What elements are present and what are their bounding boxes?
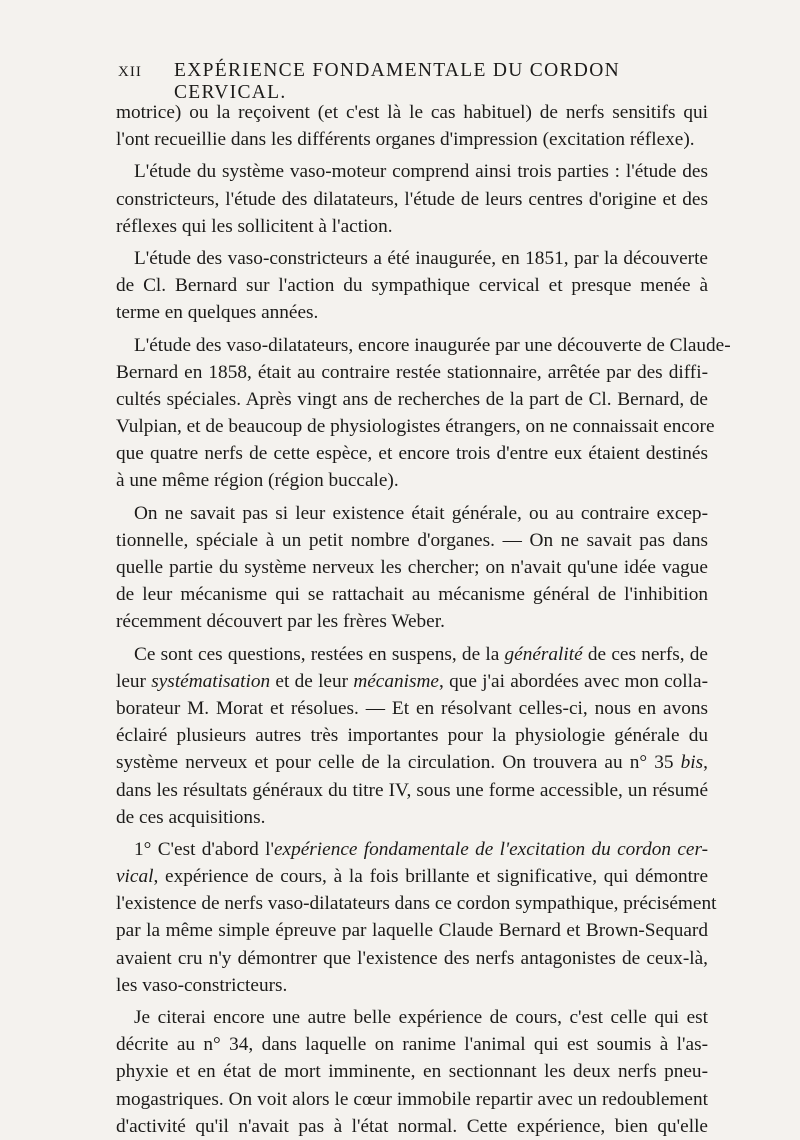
text-run: système nerveux et pour celle de la circulation. On trouvera au n° 35: [116, 752, 681, 774]
text-line: phyxie et en état de mort imminente, en sectionnant les deux nerfs pneu-: [116, 1061, 708, 1083]
paragraph: [116, 99, 708, 153]
text-line: [116, 890, 717, 917]
paragraph: [116, 158, 708, 240]
text-line: motrice) ou la reçoivent (et c'est là le cas habituel) de nerfs sensitifs qui: [116, 102, 708, 123]
italic-run: vical: [116, 866, 154, 888]
text-line: [116, 804, 708, 831]
running-title: EXPÉRIENCE FONDAMENTALE DU CORDON CERVICAL.: [174, 60, 620, 103]
paragraph: [116, 500, 708, 636]
paragraph: [116, 332, 731, 495]
paragraph: [116, 245, 708, 327]
text-run: par la même simple épreuve par laquelle Claude Bernard et Brown-Sequard: [116, 920, 708, 942]
text-line: constricteurs, l'étude des dilatateurs, l'étude de leurs centres d'origine et des: [116, 188, 708, 210]
text-line: tionnelle, spéciale à un petit nombre d'organes. — On ne savait pas dans: [116, 529, 708, 551]
text-line: de Cl. Bernard sur l'action du sympathique cervical et presque menée à: [116, 275, 708, 297]
italic-run: mécanisme: [353, 670, 439, 692]
text-line: terme en quelques années.: [116, 302, 319, 324]
text-line: que quatre nerfs de cette espèce, et encore trois d'entre eux étaient destinés: [116, 443, 708, 465]
italic-run: expérience fondamentale de l'excitation du cordon cer-: [273, 838, 708, 860]
text-run: 1° C'est d'abord l': [134, 838, 274, 860]
text-line: réflexes qui les sollicitent à l'action.: [116, 215, 393, 237]
text-line: [116, 749, 708, 776]
text-run: les vaso-constricteurs.: [116, 974, 288, 996]
italic-run: systématisation: [151, 670, 271, 692]
text-run: , expérience de cours, à la fois brillante et significative, qui démontre: [153, 866, 708, 888]
text-line: Bernard en 1858, était au contraire restée stationnaire, arrêtée par des diffi-: [116, 361, 708, 383]
page-header: [118, 60, 698, 103]
paragraph: [116, 641, 708, 831]
text-line: de leur mécanisme qui se rattachait au mécanisme général de l'inhibition: [116, 584, 708, 606]
text-line: à une même région (région buccale).: [116, 470, 399, 492]
text-run: Ce sont ces questions, restées en suspens, de la: [134, 643, 505, 665]
text-line: Vulpian, et de beaucoup de physiologistes étrangers, on ne connaissait encore: [116, 416, 715, 438]
text-line: décrite au n° 34, dans laquelle on ranime l'animal qui est soumis à l'as-: [116, 1034, 708, 1056]
text-line: [116, 668, 708, 695]
text-run: éclairé plusieurs autres très importantes pour la physiologie générale du: [116, 725, 708, 747]
text-line: L'étude des vaso-constricteurs a été inaugurée, en 1851, par la découverte: [134, 247, 708, 269]
italic-run: bis: [680, 752, 704, 774]
text-line: Je citerai encore une autre belle expérience de cours, c'est celle qui est: [134, 1007, 708, 1028]
text-line: [116, 863, 708, 890]
text-run: borateur M. Morat et résolues. — Et en résolvant celles-ci, nous en avons: [116, 697, 708, 719]
text-line: [116, 917, 708, 944]
text-line: [116, 945, 708, 972]
text-run: et de leur: [270, 670, 354, 692]
text-line: d'activité qu'il n'avait pas à l'état normal. Cette expérience, bien qu'elle: [116, 1115, 708, 1137]
text-line: l'ont recueillie dans les différents organes d'impression (excitation réflexe).: [116, 129, 695, 151]
body-text: [116, 99, 731, 1140]
text-line: [116, 695, 708, 722]
text-line: quelle partie du système nerveux les chercher; on n'avait qu'une idée vague: [116, 557, 708, 578]
text-line: L'étude du système vaso-moteur comprend ainsi trois parties : l'étude des: [134, 161, 708, 183]
paragraph: [116, 836, 717, 999]
page-number: XII: [118, 64, 142, 80]
text-line: On ne savait pas si leur existence était générale, ou au contraire excep-: [134, 502, 708, 524]
text-run: ,: [703, 752, 708, 774]
italic-run: généralité: [504, 643, 583, 665]
text-run: leur: [116, 670, 152, 692]
paragraph: [116, 1004, 708, 1140]
text-line: L'étude des vaso-dilatateurs, encore inaugurée par une découverte de Claude-: [134, 334, 731, 356]
text-run: de ces acquisitions.: [116, 806, 266, 828]
text-line: mogastriques. On voit alors le cœur immobile repartir avec un redoublement: [116, 1088, 708, 1110]
text-line: [116, 972, 708, 999]
text-run: de ces nerfs, de: [582, 643, 708, 665]
text-line: [116, 777, 708, 804]
text-run: dans les résultats généraux du titre IV, sous une forme accessible, un résumé: [116, 779, 708, 801]
text-run: , que j'ai abordées avec mon colla-: [438, 670, 708, 692]
text-line: [116, 722, 708, 749]
text-run: avaient cru n'y démontrer que l'existence des nerfs antagonistes de ceux-là,: [116, 947, 708, 969]
text-run: l'existence de nerfs vaso-dilatateurs dans ce cordon sympathique, précisément: [116, 893, 717, 915]
text-line: [116, 641, 708, 668]
text-line: [116, 836, 708, 863]
text-line: cultés spéciales. Après vingt ans de recherches de la part de Cl. Bernard, de: [116, 388, 708, 410]
text-line: récemment découvert par les frères Weber.: [116, 611, 445, 633]
